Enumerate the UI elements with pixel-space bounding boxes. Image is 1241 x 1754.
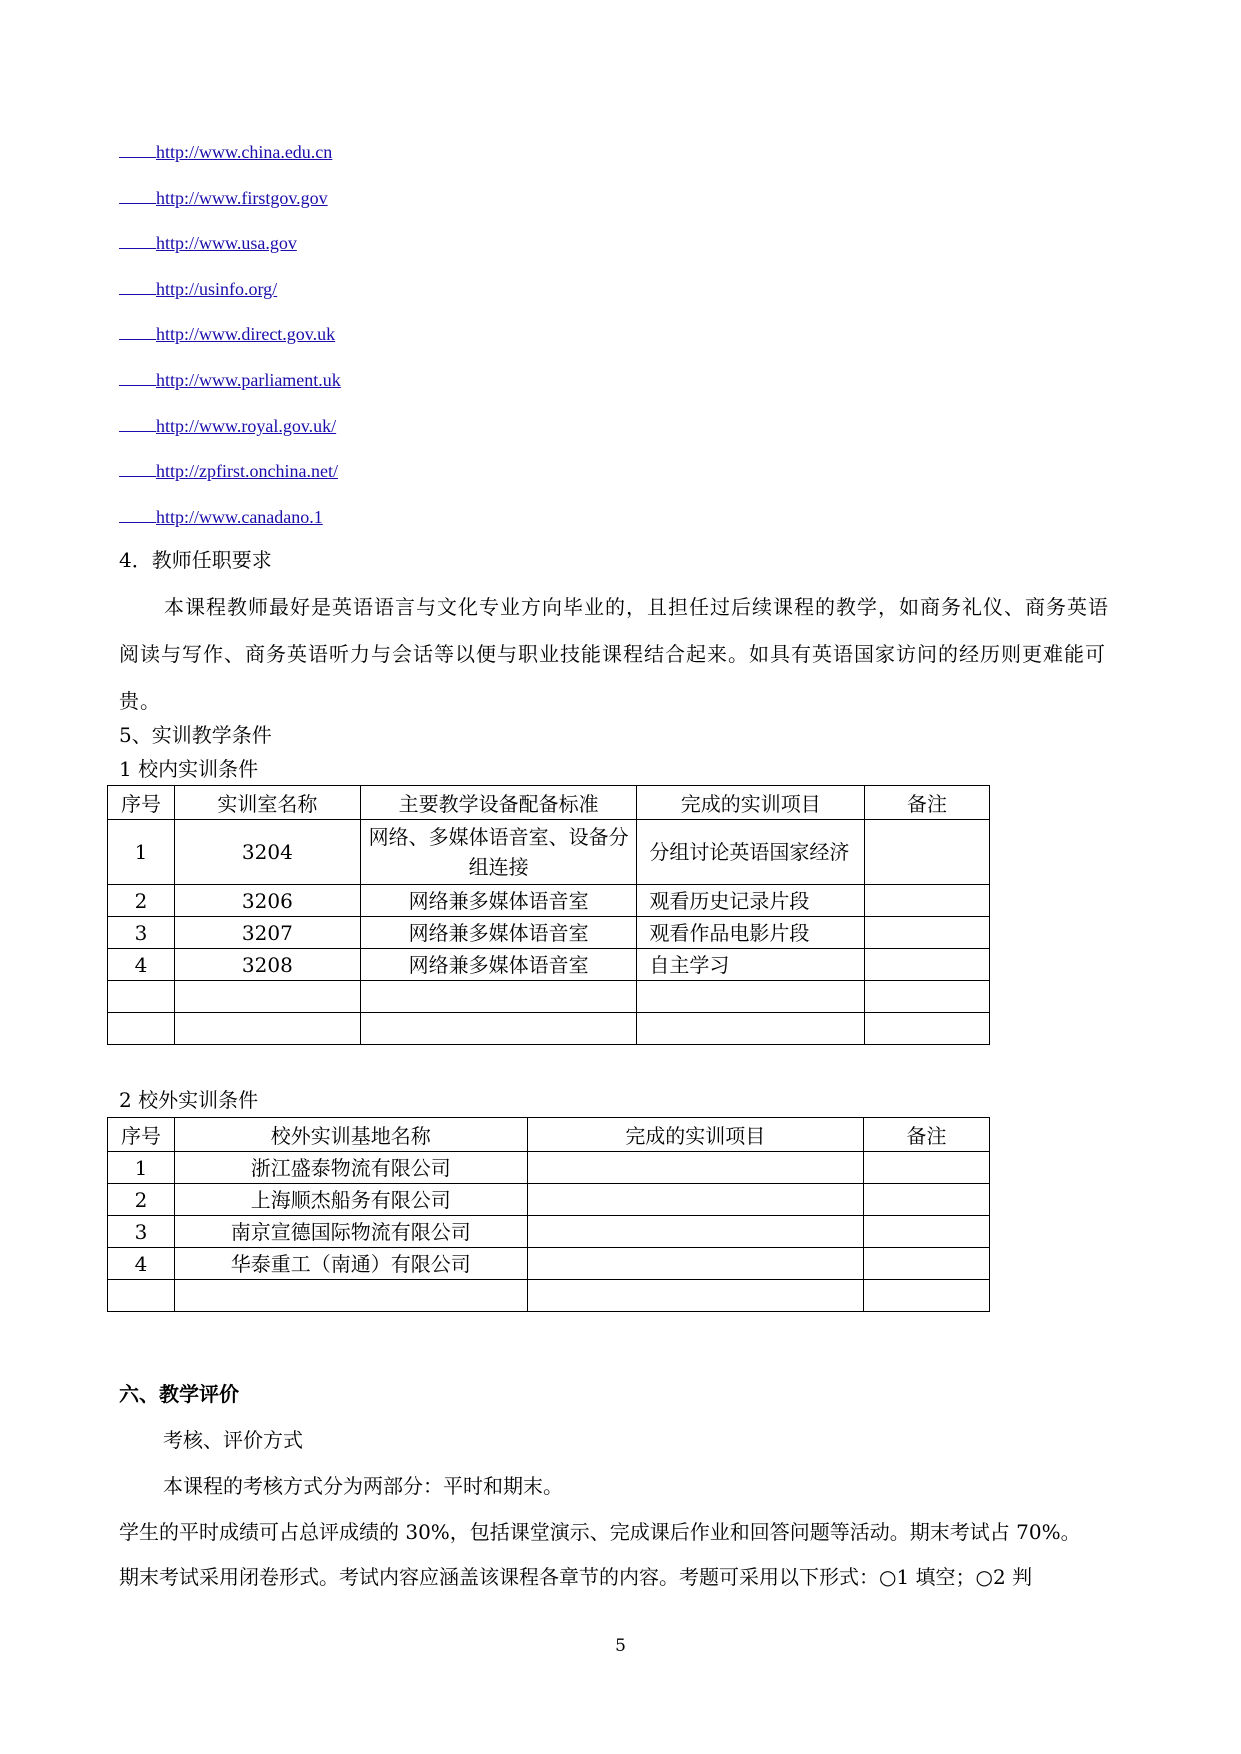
table-cell: 网络兼多媒体语音室 (360, 949, 637, 981)
table-cell: 3 (108, 917, 175, 949)
table-cell (360, 1013, 637, 1045)
table-cell: 3206 (174, 885, 360, 917)
table-cell (865, 885, 990, 917)
table-cell (637, 1013, 865, 1045)
reference-link[interactable]: http://www.firstgov.gov (156, 188, 328, 208)
link-underline-lead (119, 506, 156, 523)
reference-link[interactable]: http://www.china.edu.cn (156, 142, 333, 162)
external-training-title: 2 校外实训条件 (119, 1088, 259, 1112)
table-row (108, 1280, 990, 1312)
section4-body: 本课程教师最好是英语语言与文化专业方向毕业的，且担任过后续课程的教学，如商务礼仪、商务英语阅读与写作、商务英语听力与会话等以便与职业技能课程结合起来。如具有英语国家访问的经历则更难能可贵。 (119, 595, 1109, 713)
section6-line2: 学生的平时成绩可占总评成绩的 30%，包括课堂演示、完成课后作业和回答问题等活动。期末考试占 70%。 (119, 1520, 1081, 1544)
table-cell (865, 820, 990, 885)
table-cell (865, 949, 990, 981)
table-cell: 3207 (174, 917, 360, 949)
reference-link[interactable]: http://www.royal.gov.uk/ (156, 416, 337, 436)
external-training-table (107, 1117, 990, 1312)
reference-link-row (119, 141, 332, 164)
table-row (108, 981, 990, 1013)
section5-heading: 5、实训教学条件 (119, 723, 272, 747)
t1-header-cell: 主要教学设备配备标准 (360, 786, 637, 820)
table-cell (864, 1184, 990, 1216)
t2-header-cell: 校外实训基地名称 (174, 1118, 527, 1152)
table-cell: 4 (108, 949, 175, 981)
reference-link[interactable]: http://usinfo.org/ (156, 279, 278, 299)
table-cell: 3208 (174, 949, 360, 981)
table-cell (108, 981, 175, 1013)
reference-link-row (119, 187, 328, 210)
link-underline-lead (119, 187, 156, 204)
table-cell: 华泰重工（南通）有限公司 (174, 1248, 527, 1280)
internal-training-title: 1 校内实训条件 (119, 757, 259, 781)
table-row (108, 1216, 990, 1248)
table-cell: 2 (108, 885, 175, 917)
table-cell (864, 1216, 990, 1248)
table-cell: 南京宣德国际物流有限公司 (174, 1216, 527, 1248)
section6-subheading: 考核、评价方式 (163, 1428, 303, 1452)
link-underline-lead (119, 369, 156, 386)
table-cell (174, 1280, 527, 1312)
link-underline-lead (119, 415, 156, 432)
table-cell (865, 917, 990, 949)
table-cell: 3204 (174, 820, 360, 885)
t1-header-cell: 序号 (108, 786, 175, 820)
table-row (108, 949, 990, 981)
reference-link-row (119, 460, 338, 483)
table-cell: 观看历史记录片段 (637, 885, 865, 917)
table-cell: 2 (108, 1184, 175, 1216)
table-cell (360, 981, 637, 1013)
table-cell (864, 1248, 990, 1280)
t1-header-cell: 实训室名称 (174, 786, 360, 820)
table-cell (864, 1152, 990, 1184)
table-cell: 网络兼多媒体语音室 (360, 885, 637, 917)
link-underline-lead (119, 278, 156, 295)
reference-link-row (119, 323, 335, 346)
reference-link[interactable]: http://www.parliament.uk (156, 370, 341, 390)
table-row (108, 885, 990, 917)
reference-link-row (119, 415, 336, 438)
table-cell (864, 1280, 990, 1312)
table-row (108, 1184, 990, 1216)
table-cell (527, 1216, 864, 1248)
table-row (108, 820, 990, 885)
table-row (108, 1248, 990, 1280)
section4-heading: 4．教师任职要求 (119, 548, 272, 572)
table-cell (527, 1184, 864, 1216)
table-cell: 分组讨论英语国家经济 (637, 820, 865, 885)
reference-link[interactable]: http://zpfirst.onchina.net/ (156, 461, 338, 481)
t1-header-cell: 备注 (865, 786, 990, 820)
reference-link-row (119, 232, 297, 255)
table-cell (108, 1280, 175, 1312)
link-underline-lead (119, 141, 156, 158)
reference-link-row (119, 278, 277, 301)
table-cell (527, 1248, 864, 1280)
reference-link[interactable]: http://www.canadano.1 (156, 507, 323, 527)
link-underline-lead (119, 460, 156, 477)
reference-link[interactable]: http://www.usa.gov (156, 233, 297, 253)
reference-link-row (119, 369, 341, 392)
table-cell: 网络、多媒体语音室、设备分组连接 (360, 820, 637, 885)
table-cell (637, 981, 865, 1013)
table-row (108, 1152, 990, 1184)
t2-header-cell: 完成的实训项目 (527, 1118, 864, 1152)
table-cell: 1 (108, 820, 175, 885)
table-cell: 4 (108, 1248, 175, 1280)
table-cell (865, 1013, 990, 1045)
table-cell: 自主学习 (637, 949, 865, 981)
table-cell: 浙江盛泰物流有限公司 (174, 1152, 527, 1184)
table-cell (865, 981, 990, 1013)
table-cell (174, 981, 360, 1013)
table-cell (527, 1152, 864, 1184)
t2-header-cell: 序号 (108, 1118, 175, 1152)
section6-heading: 六、教学评价 (119, 1382, 239, 1406)
table-cell: 观看作品电影片段 (637, 917, 865, 949)
t1-header-cell: 完成的实训项目 (637, 786, 865, 820)
link-underline-lead (119, 232, 156, 249)
table-cell (174, 1013, 360, 1045)
section6-line3: 期末考试采用闭卷形式。考试内容应涵盖该课程各章节的内容。考题可采用以下形式：○1 填空；○2 判 (119, 1565, 1033, 1589)
table-cell (527, 1280, 864, 1312)
table-cell: 3 (108, 1216, 175, 1248)
table-row (108, 1013, 990, 1045)
table-cell: 上海顺杰船务有限公司 (174, 1184, 527, 1216)
reference-link-row (119, 506, 323, 529)
table-cell (108, 1013, 175, 1045)
table-cell: 网络兼多媒体语音室 (360, 917, 637, 949)
table-row (108, 917, 990, 949)
internal-training-table (107, 785, 990, 1045)
page-number: 5 (615, 1636, 626, 1656)
reference-link[interactable]: http://www.direct.gov.uk (156, 324, 336, 344)
link-underline-lead (119, 323, 156, 340)
t2-header-cell: 备注 (864, 1118, 990, 1152)
table-cell: 1 (108, 1152, 175, 1184)
section6-line1: 本课程的考核方式分为两部分：平时和期末。 (163, 1474, 563, 1498)
